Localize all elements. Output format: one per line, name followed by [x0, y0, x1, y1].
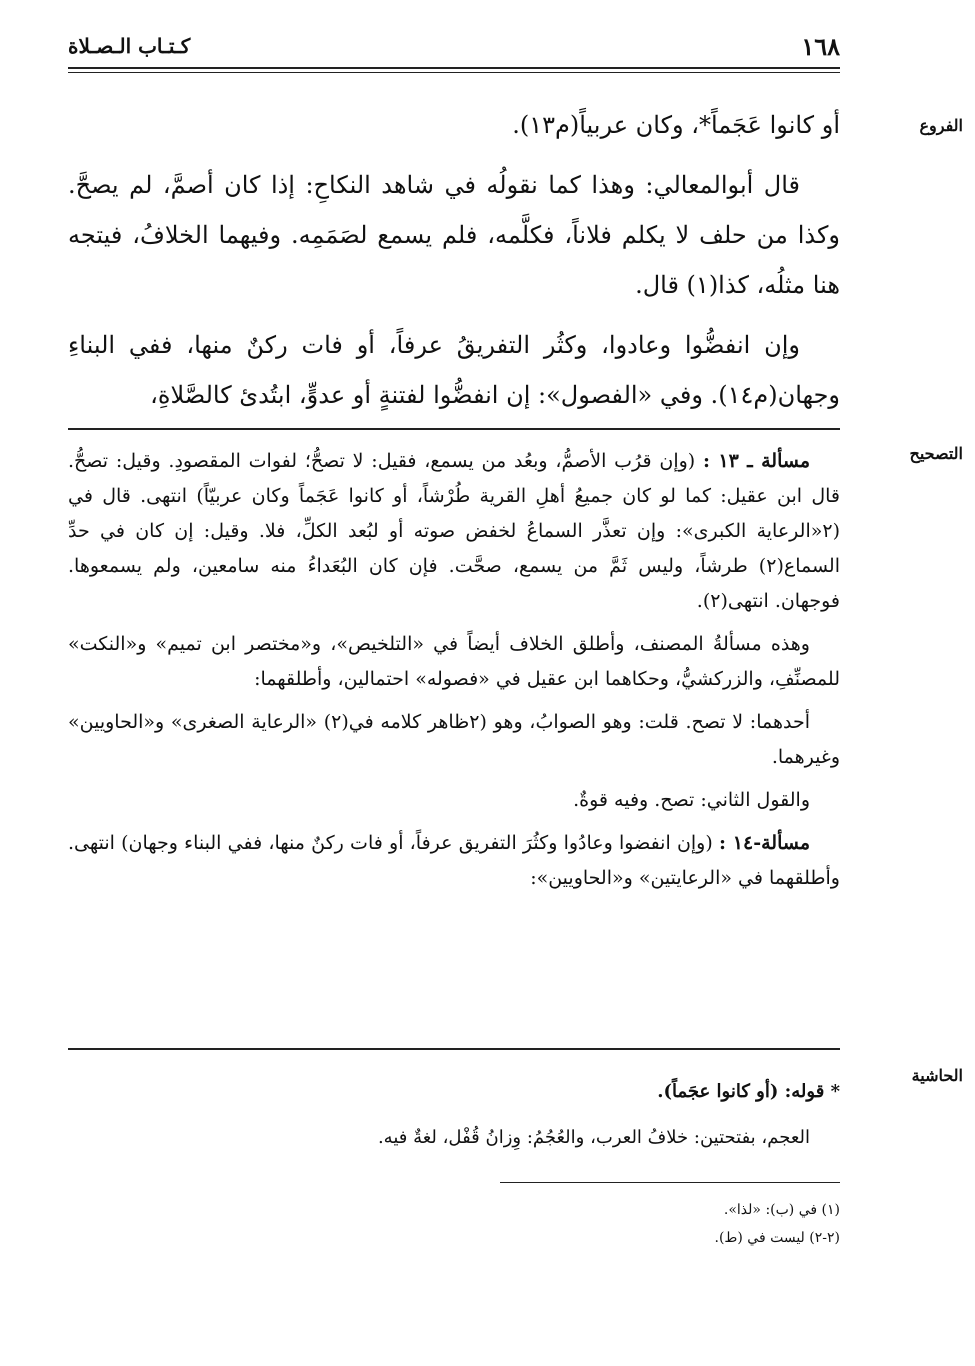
footnote-2: (٢-٢) ليست في (ط). — [714, 1230, 840, 1246]
footnote-1: (١) في (ب): «لذا». — [723, 1202, 840, 1218]
furu-paragraph-1: أو كانوا عَجَماً*، وكان عربياً(م١٣). — [512, 111, 840, 139]
issue-13-heading: مسألة ـ ١٣ : — [703, 450, 811, 472]
furu-paragraph-3: وإن انفضُّوا وعادوا، وكثُر التفريقُ عرفاً، أو فات ركنٌ منها، ففي البناءِ وجهان(م١٤). وفي «الفصول»: إن انفضُّوا لفتنةٍ أو عدوٍّ، ابتُدئ كالصَّلاةِ، — [68, 331, 840, 409]
furu-section — [68, 100, 840, 420]
hashiya-section — [68, 1074, 840, 1156]
tashih-paragraph-4: والقول الثاني: تصح. وفيه قوةٌ. — [573, 789, 810, 811]
book-title: كـتـاب الـصـلاة — [68, 34, 191, 58]
tashih-paragraph-5 — [68, 826, 840, 896]
page-header — [68, 32, 840, 72]
header-rule-thin — [68, 72, 840, 73]
hashiya-heading: * قوله: (أو كانوا عجَماً). — [657, 1081, 840, 1102]
tashih-paragraph-2: وهذه مسألةُ المصنف، وأطلق الخلاف أيضاً في «التلخيص»، و«مختصر ابن تميم» و«النكت» للمصنِّفِ، والزركشيُّ، وحكاهما ابن عقيل في «فصوله» احتمالين، وأطلقهما: — [68, 633, 840, 690]
issue-14-text: (وإن انفضوا وعادُوا وكثُرَ التفريق عرفاً، أو فات ركنٌ منها، ففي البناء وجهان) انتهى. وأطلقهما في «الرعايتين» و«الحاويين»: — [68, 832, 840, 889]
footnote-rule — [500, 1182, 840, 1183]
tashih-paragraph-3: أحدهما: لا تصح. قلت: وهو الصوابُ، وهو (٢ظاهر كلامه في(٢) «الرعاية الصغرى» و«الحاويين» وغيرهما. — [68, 711, 840, 768]
issue-14-heading: مسألة-١٤ : — [719, 832, 810, 854]
furu-paragraph-2: قال أبوالمعالي: وهذا كما نقولُه في شاهد النكاحِ: إذا كان أصمَّ، لم يصحَّ. وكذا من حلف لا يكلم فلاناً، فكلَّمه، فلم يسمع لصَمَمِه. وفيهما الخلافُ، فيتجه هنا مثلُه، كذا(١) قال. — [68, 171, 840, 299]
issue-13-text: (وإن قرُب الأصمُّ، وبعُد من يسمع، فقيل: لا تصحُّ؛ لفوات المقصودِ. وقيل: تصحُّ. قال ابن عقيل: كما لو كان جميعُ أهلِ القرية طُرْشاً، أو كانوا عَجَماً وكان عربيّاً) انتهى. قال في (٢«الرعاية الكبرى»: وإن تعذَّر السماعُ لخفض صوته أو لبُعد الكلِّ، فلا. وقيل: إن كان في حدِّ السماع(٢) طرشاً، وليس ثَمَّ من يسمع، صحَّت. فإن كان البُعَداءُ منه سامعين، ولم يسمعوها. فوجهان. انتهى(٢). — [68, 450, 840, 612]
section-divider-2 — [68, 1048, 840, 1050]
header-rule — [68, 67, 840, 69]
label-tashih: التصحيح — [909, 444, 963, 463]
label-hashiya: الحاشية — [911, 1066, 963, 1085]
footnotes — [500, 1196, 840, 1252]
label-furu: الفروع — [919, 116, 963, 135]
page-number: ١٦٨ — [801, 32, 840, 61]
tashih-paragraph-1 — [68, 444, 840, 619]
section-divider — [68, 428, 840, 430]
hashiya-paragraph: العجم، بفتحتين: خلافُ العرب، والعُجُمُ: وِزانُ قُفْل، لغةٌ فيه. — [377, 1127, 810, 1148]
tashih-section — [68, 444, 840, 896]
